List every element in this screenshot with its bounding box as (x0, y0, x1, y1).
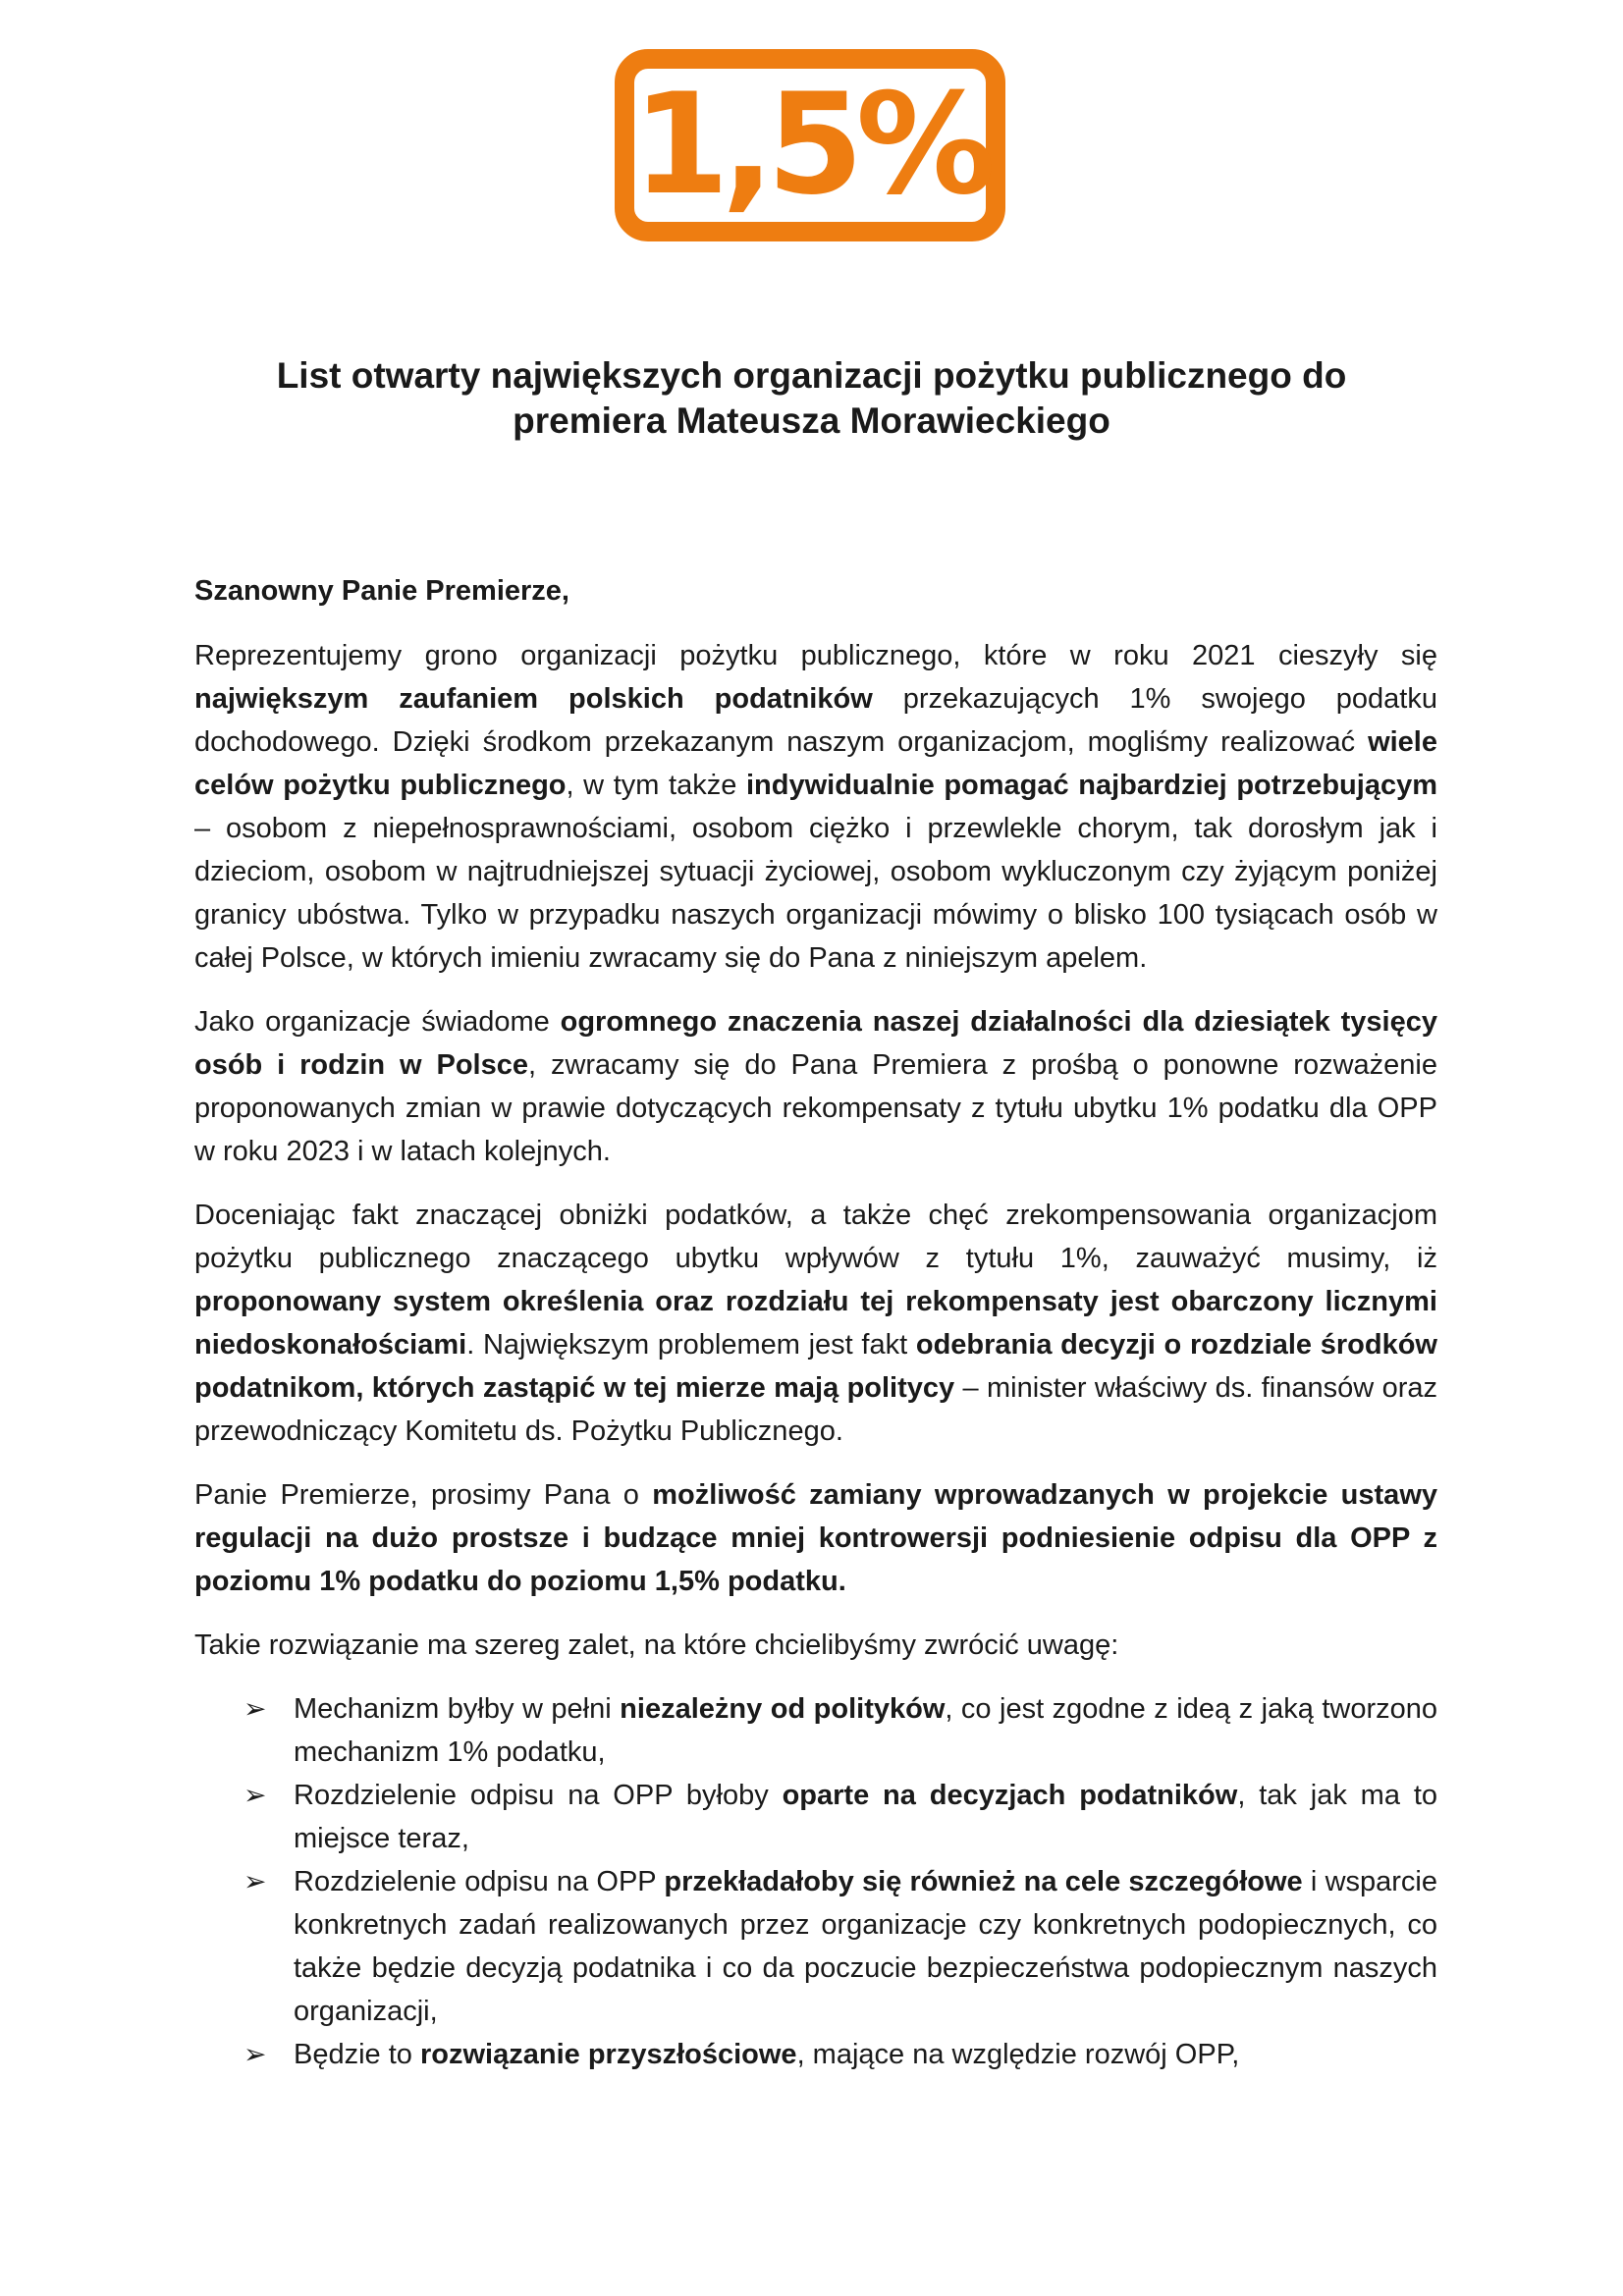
bold-text-run: ogromnego znaczenia naszej działalności dla dziesiątek tysięcy osób i rodzin w Polsce (194, 1006, 1437, 1081)
paragraph-3 (194, 1194, 1437, 1453)
bold-text-run: możliwość zamiany wprowadzanych w projekcie ustawy regulacji na dużo prostsze i budzące mniej kontrowersji podniesienie odpisu dla OPP z poziomu 1% podatku do poziomu 1,5% podatku. (194, 1479, 1437, 1597)
title-line-1: List otwarty największych organizacji pożytku publicznego do (276, 355, 1347, 396)
arrow-bullet-icon: ➢ (243, 1693, 267, 1724)
text-run: . Największym problemem jest fakt (466, 1329, 916, 1361)
text-run: Doceniając fakt znaczącej obniżki podatków, a także chęć zrekompensowania organizacjom pożytku publicznego znaczącego ubytku wpływów z tytułu 1%, zauważyć musimy, iż (194, 1200, 1437, 1274)
text-run: , tak jak ma to miejsce teraz, (294, 1780, 1437, 1854)
list-item (194, 1774, 1437, 1860)
bold-text-run: proponowany system określenia oraz rozdziału tej rekompensaty jest obarczony licznymi niedoskonałościami (194, 1286, 1437, 1361)
text-run: Reprezentujemy grono organizacji pożytku publicznego, które w roku 2021 cieszyły się (194, 640, 1437, 671)
text-run: i wsparcie konkretnych zadań realizowanych przez organizacje czy konkretnych podopiecznych, co także będzie decyzją podatnika i co da poczucie bezpieczeństwa podopiecznym naszych organizacji, (294, 1866, 1437, 2027)
letter-body (194, 569, 1437, 2076)
list-item (194, 1860, 1437, 2033)
arrow-bullet-icon: ➢ (243, 1866, 267, 1896)
paragraph-1 (194, 634, 1437, 980)
bold-text-run: odebrania decyzji o rozdziale środków podatnikom, których zastąpić w tej mierze mają politycy (194, 1329, 1437, 1404)
bold-text-run: wiele celów pożytku publicznego (194, 726, 1437, 801)
bold-text-run: rozwiązanie przyszłościowe (419, 2039, 797, 2070)
arrow-bullet-icon: ➢ (243, 1780, 267, 1810)
bold-text-run: niezależny od polityków (620, 1693, 946, 1725)
logo-text: 1,5% (632, 64, 988, 226)
text-run: Panie Premierze, prosimy Pana o (194, 1479, 653, 1511)
text-run: Rozdzielenie odpisu na OPP byłoby (294, 1780, 783, 1811)
bold-text-run: przekładałoby się również na cele szczegółowe (664, 1866, 1303, 1897)
greeting: Szanowny Panie Premierze, (194, 575, 569, 607)
advantages-list (194, 1687, 1437, 2076)
text-run: – minister właściwy ds. finansów oraz przewodniczący Komitetu ds. Pożytku Publicznego. (194, 1372, 1437, 1447)
paragraph-2 (194, 1000, 1437, 1173)
list-item (194, 2033, 1437, 2076)
text-run: , co jest zgodne z ideą z jaką tworzono mechanizm 1% podatku, (294, 1693, 1437, 1768)
paragraph-5 (194, 1624, 1437, 1667)
text-run: , zwracamy się do Pana Premiera z prośbą o ponowne rozważenie proponowanych zmian w prawie dotyczących rekompensaty z tytułu ubytku 1% podatku dla OPP w roku 2023 i w latach kolejnych. (194, 1049, 1437, 1167)
text-run: , w tym także (566, 770, 746, 801)
text-run: Będzie to (294, 2039, 420, 2070)
text-run: Jako organizacje świadome (194, 1006, 561, 1038)
logo-1-5-percent (615, 49, 1005, 241)
bold-text-run: największym zaufaniem polskich podatników (194, 683, 873, 715)
text-run: Takie rozwiązanie ma szereg zalet, na które chcielibyśmy zwrócić uwagę: (194, 1629, 1119, 1661)
paragraph-4 (194, 1473, 1437, 1603)
letter-title (194, 353, 1429, 444)
bold-text-run: indywidualnie pomagać najbardziej potrzebującym (745, 770, 1437, 801)
text-run: Rozdzielenie odpisu na OPP (294, 1866, 665, 1897)
text-run: , mające na względzie rozwój OPP, (796, 2039, 1240, 2070)
title-line-2: premiera Mateusza Morawieckiego (513, 400, 1110, 441)
arrow-bullet-icon: ➢ (243, 2039, 267, 2069)
text-run: – osobom z niepełnosprawnościami, osobom ciężko i przewlekle chorym, tak dorosłym jak i dzieciom, osobom w najtrudniejszej sytuacji życiowej, osobom wykluczonym czy żyjącym poniżej granicy ubóstwa. Tylko w przypadku naszych organizacji mówimy o blisko 100 tysiącach osób w całej Polsce, w których imieniu zwracamy się do Pana z niniejszym apelem. (194, 813, 1437, 974)
text-run: przekazujących 1% swojego podatku dochodowego. Dzięki środkom przekazanym naszym organizacjom, mogliśmy realizować (194, 683, 1437, 758)
bold-text-run: oparte na decyzjach podatników (782, 1780, 1238, 1811)
list-item (194, 1687, 1437, 1774)
text-run: Mechanizm byłby w pełni (294, 1693, 621, 1725)
